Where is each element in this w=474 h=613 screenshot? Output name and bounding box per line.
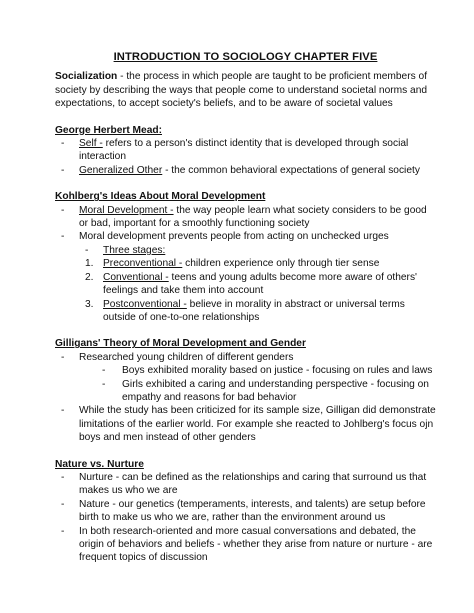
list-item (55, 244, 436, 257)
list-item (55, 298, 436, 325)
mead-list (55, 137, 436, 177)
list-item (55, 351, 436, 364)
definition: believe in morality in abstract or universal terms outside of one-to-one relationships (103, 298, 405, 323)
section-heading-nature: Nature vs. Nurture (55, 458, 144, 470)
list-item (55, 471, 436, 498)
intro-definition: - the process in which people are taught to be proficient members of society by describing the ways that people come to understand societal norms and expectations, to accept society's beliefs, and to be aware of societal values (55, 71, 428, 110)
list-item (55, 498, 436, 525)
intro-paragraph (55, 70, 436, 110)
nature-list (55, 471, 436, 565)
list-marker: 2. (85, 271, 94, 283)
definition: - the common behavioral expectations of general society (162, 164, 420, 176)
definition: teens and young adults become more aware of others' feelings and take them into account (103, 271, 417, 297)
list-marker: - (102, 365, 106, 377)
definition: the way people learn what society considers to be good or bad, important for a smoothly functioning society (79, 204, 427, 230)
list-marker: - (61, 405, 65, 417)
section-heading-mead: George Herbert Mead: (55, 124, 162, 136)
list-marker: 1. (85, 258, 94, 270)
list-marker: - (61, 204, 65, 216)
list-marker: - (61, 231, 65, 243)
list-item (55, 364, 436, 377)
list-item (55, 404, 436, 444)
section-heading-kohlberg: Kohlberg's Ideas About Moral Development (55, 191, 266, 203)
gilligan-list (55, 351, 436, 445)
list-marker: - (61, 138, 65, 150)
intro-term: Socialization (55, 71, 118, 83)
definition: children experience only through tier sense (182, 258, 380, 270)
kohlberg-stages-list (55, 257, 436, 324)
list-item (55, 164, 436, 177)
list-marker: - (85, 244, 89, 256)
list-text: While the study has been criticized for its sample size, Gilligan did demonstrate limitations of the earlier world. For example she reacted to Johlberg's focus ojn boys and men instead of other genders (79, 405, 436, 444)
page-title: INTRODUCTION TO SOCIOLOGY CHAPTER FIVE (113, 51, 378, 63)
term: Moral Development - (79, 204, 174, 216)
definition: Moral development prevents people from acting on unchecked urges (79, 231, 389, 243)
list-item (55, 137, 436, 164)
list-item (55, 230, 436, 243)
list-item (55, 204, 436, 231)
term: Postconventional - (103, 298, 187, 310)
term: Generalized Other (79, 164, 163, 176)
list-marker: - (61, 164, 65, 176)
list-marker: 3. (85, 298, 94, 310)
term: Conventional - (103, 271, 169, 283)
stages-label: Three stages: (103, 244, 166, 256)
kohlberg-list (55, 204, 436, 258)
list-marker: - (102, 378, 106, 390)
term: Preconventional - (103, 258, 183, 270)
list-text: Boys exhibited morality based on justice - focusing on rules and laws (122, 365, 433, 377)
list-text: Nature - our genetics (temperaments, interests, and talents) are setup before birth to make us who we are, rather than the environment around us (79, 498, 426, 524)
term: Self - (79, 138, 103, 150)
list-text: In both research-oriented and more casual conversations and debated, the origin of behaviors and beliefs - whether they arise from nature or nurture - are frequent topics of discussion (79, 525, 433, 564)
list-marker: - (61, 525, 65, 537)
definition: refers to a person's distinct identity that is developed through social interaction (79, 138, 409, 163)
section-heading-gilligan: Gilligans' Theory of Moral Development and Gender (55, 338, 306, 350)
list-marker: - (61, 498, 65, 510)
list-item (55, 257, 436, 270)
list-marker: - (61, 351, 65, 363)
list-text: Nurture - can be defined as the relationships and caring that surround us that makes us who we are (79, 471, 427, 497)
list-item (55, 271, 436, 298)
list-item (55, 378, 436, 405)
list-text: Girls exhibited a caring and understanding perspective - focusing on empathy and reasons for bad behavior (122, 378, 429, 403)
list-text: Researched young children of different genders (79, 351, 294, 363)
list-item (55, 525, 436, 565)
list-marker: - (61, 471, 65, 483)
